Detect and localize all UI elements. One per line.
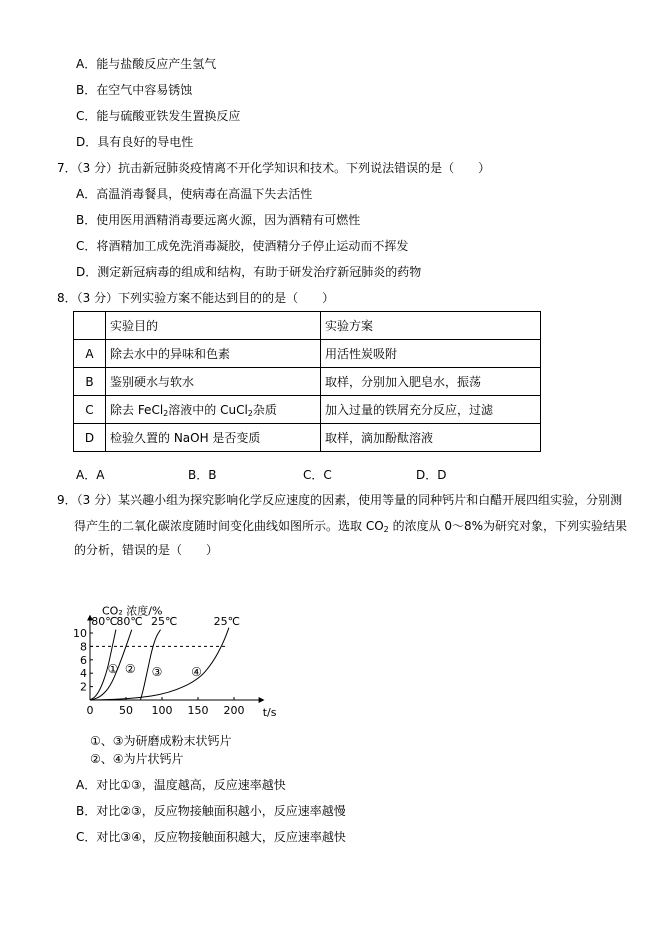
q7-option-d: D．测定新冠病毒的组成和结构，有助于研发治疗新冠肺炎的药物 (76, 265, 422, 279)
x-tick-label: 100 (151, 704, 173, 717)
stem-text: 得产生的二氧化碳浓度随时间变化曲线如图所示。选取 CO (74, 519, 384, 533)
y-tick-label: 8 (80, 640, 87, 654)
row-plan: 用活性炭吸附 (321, 340, 541, 368)
x-tick-label: 150 (187, 704, 209, 717)
row-key: A (74, 340, 106, 368)
q9-stem-line3: 的分析，错误的是（ ） (74, 543, 219, 557)
subscript: 2 (163, 409, 169, 418)
row-key: D (74, 424, 106, 452)
q6-option-d: D．具有良好的导电性 (76, 135, 194, 149)
table-row (74, 340, 541, 368)
x-tick-label: 50 (119, 704, 133, 717)
series-temp-label: 80℃ (116, 614, 143, 628)
row-plan: 取样，分别加入肥皂水，振荡 (321, 368, 541, 396)
x-axis-label: t/s (262, 706, 277, 719)
q9-option-c: C．对比③④，反应物接触面积越大，反应速率越快 (76, 830, 346, 844)
series-number-label: ④ (191, 664, 202, 679)
series-temp-label: 25℃ (150, 614, 178, 628)
q8-choice-a: A．A (76, 468, 105, 482)
chart-legend-powder: ①、③为研磨成粉末状钙片 (90, 734, 232, 748)
y-tick-label: 6 (80, 653, 87, 667)
series-number-label: ② (124, 662, 136, 677)
row-purpose: 鉴别硬水与软水 (106, 368, 321, 396)
y-tick-label: 2 (80, 680, 87, 694)
series-temp-label: 25℃ (213, 614, 240, 628)
q7-option-b: B．使用医用酒精消毒要远离火源，因为酒精有可燃性 (76, 213, 361, 227)
series-number-label: ③ (151, 664, 163, 679)
series-number-label: ① (107, 662, 119, 677)
q9-option-a: A．对比①③，温度越高，反应速率越快 (76, 778, 286, 792)
q6-option-c: C．能与硫酸亚铁发生置换反应 (76, 109, 241, 123)
purpose-text: 杂质 (252, 403, 277, 417)
q8-choice-d: D．D (416, 468, 447, 482)
q7-option-a: A．高温消毒餐具，使病毒在高温下失去活性 (76, 187, 313, 201)
y-tick-label: 10 (73, 627, 87, 640)
table-row (74, 396, 541, 424)
y-axis-label: CO₂ 浓度/% (102, 604, 163, 618)
q8-choice-b: B．B (188, 468, 217, 482)
y-tick-label: 4 (80, 667, 87, 681)
subscript: 2 (383, 525, 389, 534)
stem-text: 的浓度从 0～8%为研究对象，下列实验结果 (388, 519, 628, 533)
q9-option-b: B．对比②③，反应物接触面积越小，反应速率越慢 (76, 804, 346, 818)
q9-stem-line2 (74, 518, 627, 538)
x-tick-label: 0 (86, 704, 94, 717)
row-plan: 加入过量的铁屑充分反应，过滤 (321, 396, 541, 424)
table-header-purpose: 实验目的 (106, 312, 321, 340)
subscript: 2 (247, 409, 253, 418)
q8-choice-c: C．C (303, 468, 332, 482)
q6-option-b: B．在空气中容易锈蚀 (76, 83, 193, 97)
q6-option-a: A．能与盐酸反应产生氢气 (76, 57, 217, 71)
row-key: B (74, 368, 106, 396)
q7-stem: 7．（3 分）抗击新冠肺炎疫情离不开化学知识和技术。下列说法错误的是（ ） (57, 161, 491, 175)
row-purpose: 除去水中的异味和色素 (106, 340, 321, 368)
series-temp-label: 80℃ (91, 614, 118, 628)
q8-stem: 8．（3 分）下列实验方案不能达到目的的是（ ） (57, 291, 335, 305)
table-header-row (74, 312, 541, 340)
row-key: C (74, 396, 106, 424)
row-plan: 取样，滴加酚酞溶液 (321, 424, 541, 452)
experiment-table (73, 311, 541, 452)
q9-stem-line1: 9．（3 分）某兴趣小组为探究影响化学反应速度的因素，使用等量的同种钙片和白醋开展四组实验，分别测 (57, 493, 623, 507)
co2-concentration-chart (70, 568, 330, 728)
chart-legend-tablet: ②、④为片状钙片 (90, 752, 184, 766)
row-purpose (106, 396, 321, 424)
x-tick-label: 200 (223, 704, 245, 717)
table-header-plan: 实验方案 (321, 312, 541, 340)
table-header-cell (74, 312, 106, 340)
row-purpose: 检验久置的 NaOH 是否变质 (106, 424, 321, 452)
table-row (74, 424, 541, 452)
purpose-text: 溶液中的 CuCl (168, 403, 248, 417)
purpose-text: 除去 FeCl (110, 403, 164, 417)
q7-option-c: C．将酒精加工成免洗消毒凝胶，使酒精分子停止运动而不挥发 (76, 239, 409, 253)
table-row (74, 368, 541, 396)
